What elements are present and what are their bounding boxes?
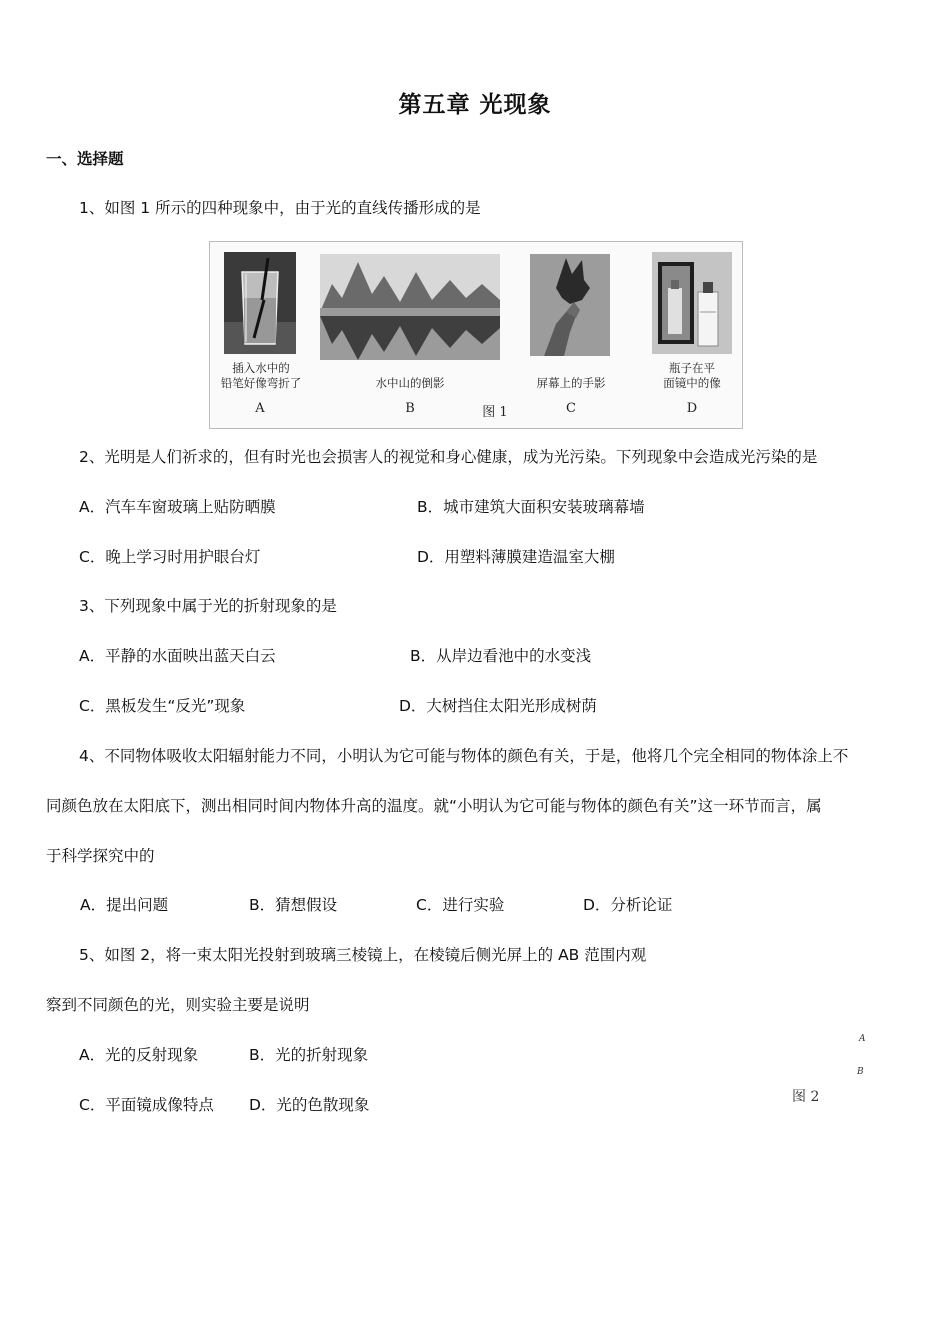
panel-b-letter: B	[405, 401, 415, 416]
caption-a-line1: 插入水中的	[232, 361, 290, 375]
figure-1-label: 图 1	[482, 405, 508, 420]
question-4-line-3: 于科学探究中的	[46, 847, 155, 865]
q4-option-c: C．进行实验	[416, 896, 505, 914]
q5-option-b: B．光的折射现象	[249, 1046, 369, 1064]
caption-a-line2: 铅笔好像弯折了	[220, 376, 302, 390]
question-4-line-1: 4、不同物体吸收太阳辐射能力不同，小明认为它可能与物体的颜色有关，于是，他将几个完全相同的物体涂上不	[79, 747, 849, 765]
q3-option-b: B．从岸边看池中的水变浅	[410, 647, 592, 665]
q4-option-b: B．猜想假设	[249, 896, 338, 914]
q2-option-b: B．城市建筑大面积安装玻璃幕墙	[417, 498, 645, 516]
caption-d-line2: 面镜中的像	[663, 376, 721, 390]
question-5-line-1: 5、如图 2，将一束太阳光投射到玻璃三棱镜上，在棱镜后侧光屏上的 AB 范围内观	[79, 946, 647, 964]
bottle-mirror-image	[652, 252, 732, 354]
section-heading: 一、选择题	[46, 150, 124, 168]
q4-option-a: A．提出问题	[80, 896, 169, 914]
q4-option-d: D．分析论证	[583, 896, 673, 914]
q2-option-a: A．汽车车窗玻璃上贴防晒膜	[79, 498, 276, 516]
question-1-stem: 1、如图 1 所示的四种现象中，由于光的直线传播形成的是	[79, 199, 481, 217]
page-title: 第五章 光现象	[398, 92, 552, 118]
question-3-stem: 3、下列现象中属于光的折射现象的是	[79, 597, 337, 615]
figure-2-label: 图 2	[792, 1089, 820, 1105]
figure-2-point-b: B	[857, 1067, 864, 1077]
q5-option-a: A．光的反射现象	[79, 1046, 199, 1064]
mountain-reflection-image	[320, 254, 500, 360]
figure-2-point-a: A	[859, 1034, 866, 1044]
panel-a-letter: A	[255, 401, 265, 416]
hand-shadow-image	[530, 254, 610, 356]
q5-option-d: D．光的色散现象	[249, 1096, 370, 1114]
q3-option-a: A．平静的水面映出蓝天白云	[79, 647, 276, 665]
panel-c-letter: C	[566, 401, 576, 416]
q3-option-c: C．黑板发生“反光”现象	[79, 697, 246, 715]
pencil-in-water-image	[224, 252, 296, 354]
q2-option-c: C．晚上学习时用护眼台灯	[79, 548, 261, 566]
q5-option-c: C．平面镜成像特点	[79, 1096, 214, 1114]
question-2-stem: 2、光明是人们祈求的，但有时光也会损害人的视觉和身心健康，成为光污染。下列现象中会造成光污染的是	[79, 448, 818, 466]
caption-c: 屏幕上的手影	[536, 376, 606, 390]
panel-d-letter: D	[686, 401, 698, 416]
q3-option-d: D．大树挡住太阳光形成树荫	[399, 697, 597, 715]
figure-1	[209, 241, 743, 429]
caption-b: 水中山的倒影	[375, 376, 445, 390]
caption-d-line1: 瓶子在平	[669, 361, 715, 375]
question-5-line-2: 察到不同颜色的光，则实验主要是说明	[46, 996, 310, 1014]
question-4-line-2: 同颜色放在太阳底下，测出相同时间内物体升高的温度。就“小明认为它可能与物体的颜色有关”这一环节而言，属	[46, 797, 822, 815]
q2-option-d: D．用塑料薄膜建造温室大棚	[417, 548, 615, 566]
